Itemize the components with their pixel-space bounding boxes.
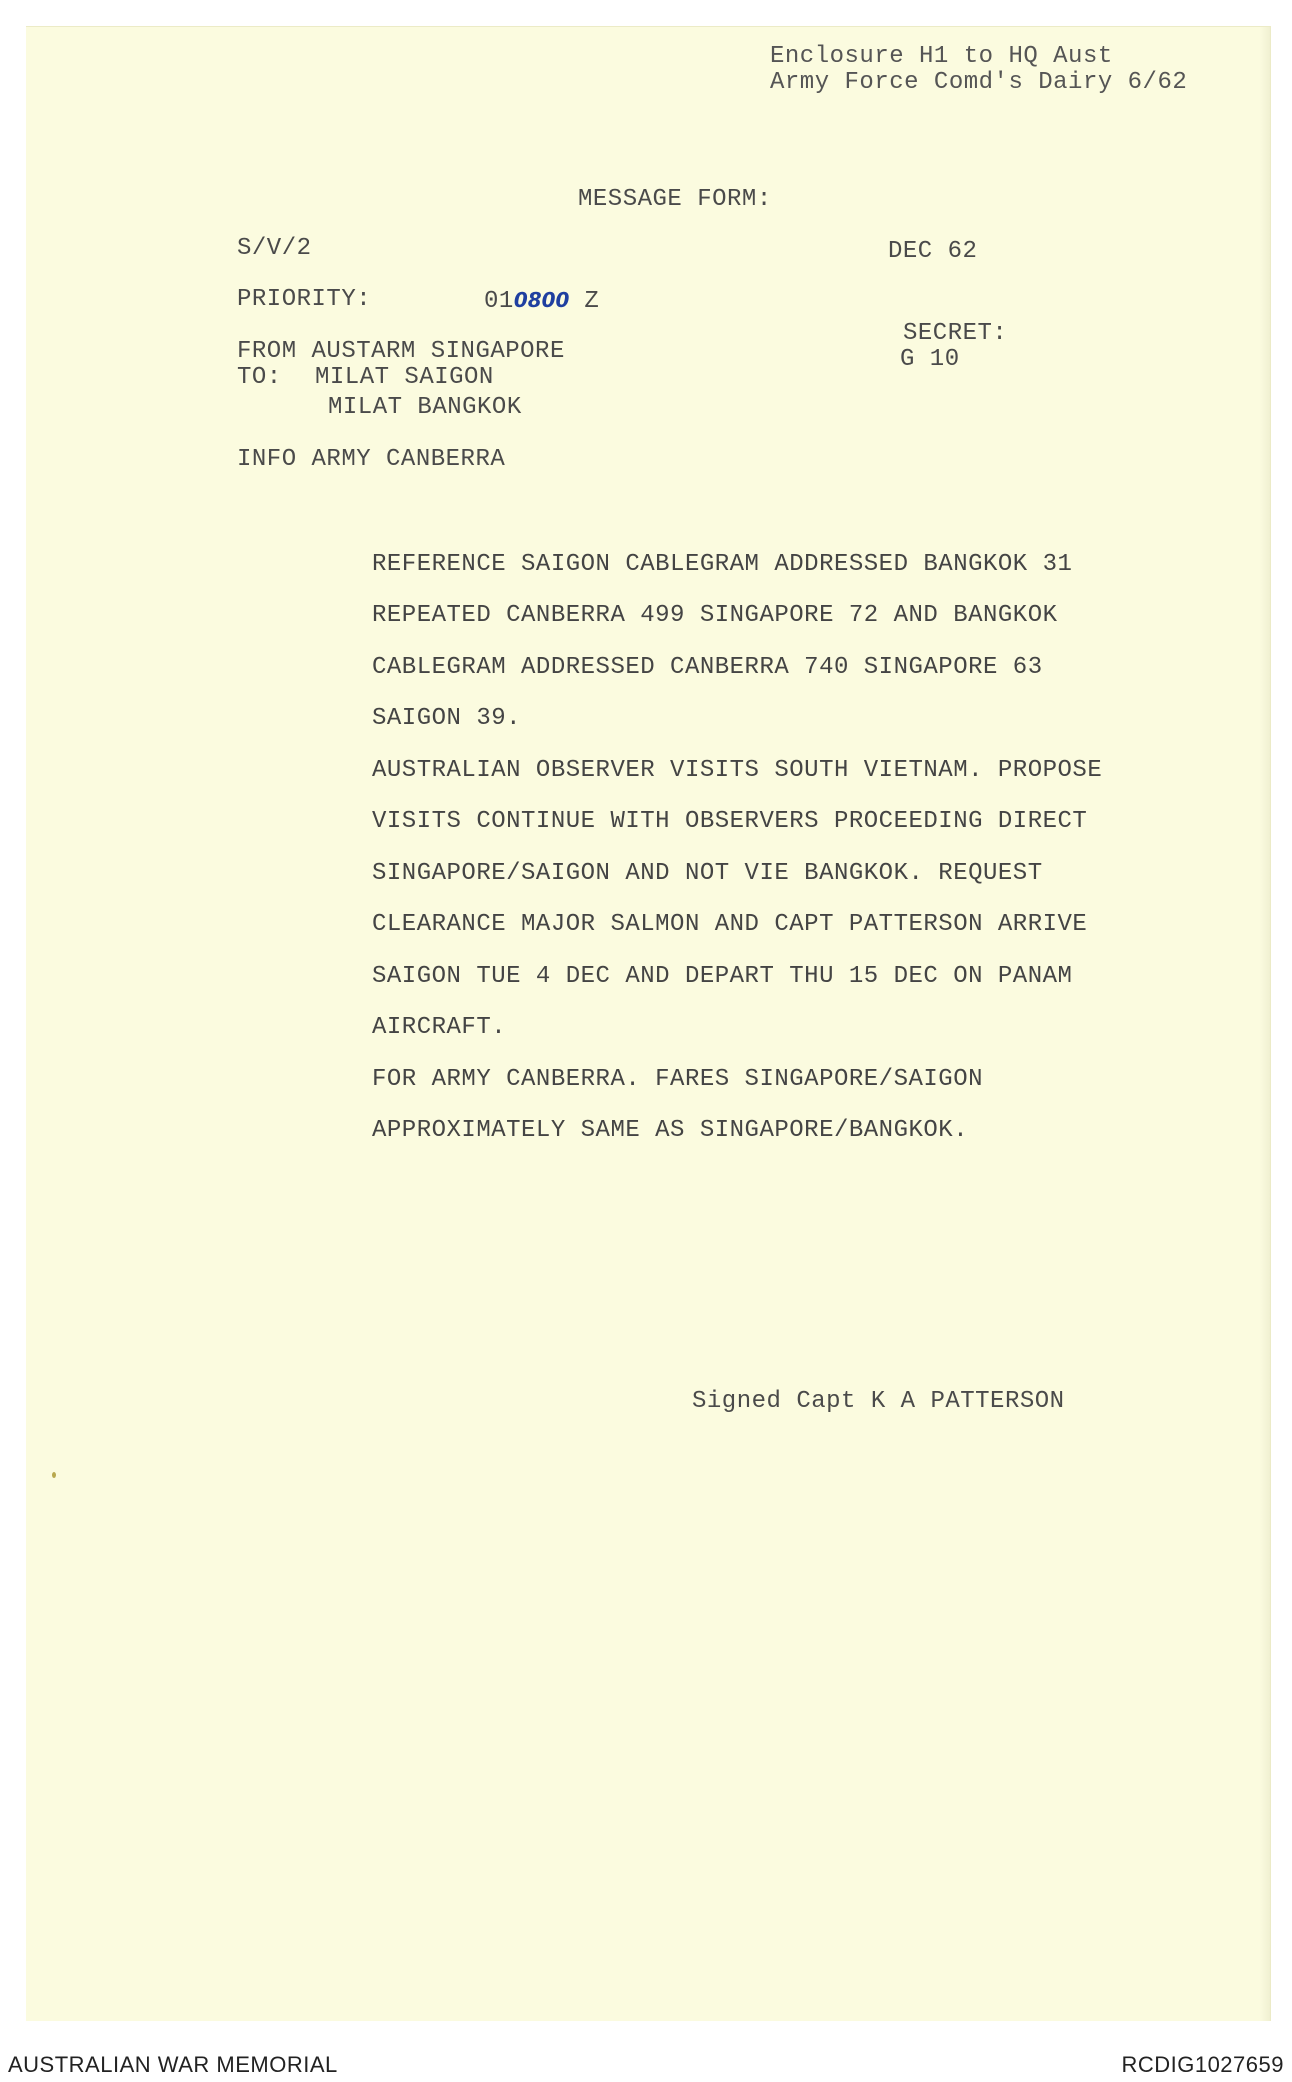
priority-typed: 01 <box>484 288 514 315</box>
body-line-10: AIRCRAFT. <box>372 1014 507 1041</box>
body-line-11: FOR ARMY CANBERRA. FARES SINGAPORE/SAIGON <box>372 1066 983 1093</box>
signature-line: Signed Capt K A PATTERSON <box>692 1388 1065 1415</box>
body-line-7: SINGAPORE/SAIGON AND NOT VIE BANGKOK. REQUEST <box>372 860 1043 887</box>
reference-number: S/V/2 <box>237 235 312 262</box>
body-line-2: REPEATED CANBERRA 499 SINGAPORE 72 AND BANGKOK <box>372 602 1058 629</box>
priority-suffix: Z <box>584 288 600 315</box>
body-line-6: VISITS CONTINUE WITH OBSERVERS PROCEEDING DIRECT <box>372 808 1088 835</box>
form-title: MESSAGE FORM: <box>578 186 772 213</box>
info-line: INFO ARMY CANBERRA <box>237 446 506 473</box>
body-line-3: CABLEGRAM ADDRESSED CANBERRA 740 SINGAPORE 63 <box>372 654 1043 681</box>
priority-value <box>484 290 599 314</box>
archive-id: RCDIG1027659 <box>1121 2052 1284 2077</box>
secret-code: G 10 <box>900 346 960 373</box>
secret-label: SECRET: <box>903 320 1008 347</box>
body-line-9: SAIGON TUE 4 DEC AND DEPART THU 15 DEC ON PANAM <box>372 963 1073 990</box>
enclosure-note <box>770 44 1187 96</box>
from-line: FROM AUSTARM SINGAPORE <box>237 338 565 365</box>
to-label: TO: <box>237 364 282 391</box>
document-sheet <box>26 26 1271 2021</box>
priority-label: PRIORITY: <box>237 286 372 313</box>
body-line-1: REFERENCE SAIGON CABLEGRAM ADDRESSED BANGKOK 31 <box>372 551 1073 578</box>
to-recipient-1: MILAT SAIGON <box>315 364 494 391</box>
enclosure-line-1: Enclosure H1 to HQ Aust <box>770 43 1113 70</box>
body-line-5: AUSTRALIAN OBSERVER VISITS SOUTH VIETNAM. PROPOSE <box>372 757 1103 784</box>
paper-speck <box>52 1472 56 1478</box>
enclosure-line-2: Army Force Comd's Dairy 6/62 <box>770 69 1188 96</box>
body-line-8: CLEARANCE MAJOR SALMON AND CAPT PATTERSON ARRIVE <box>372 911 1088 938</box>
body-line-12: APPROXIMATELY SAME AS SINGAPORE/BANGKOK. <box>372 1117 969 1144</box>
message-date: DEC 62 <box>888 238 978 265</box>
to-recipient-2: MILAT BANGKOK <box>328 394 522 421</box>
priority-handwritten: 0800 <box>513 288 570 312</box>
archive-credit: AUSTRALIAN WAR MEMORIAL <box>8 2052 338 2077</box>
page-edge-shadow <box>1260 27 1270 2021</box>
body-line-4: SAIGON 39. <box>372 705 522 732</box>
